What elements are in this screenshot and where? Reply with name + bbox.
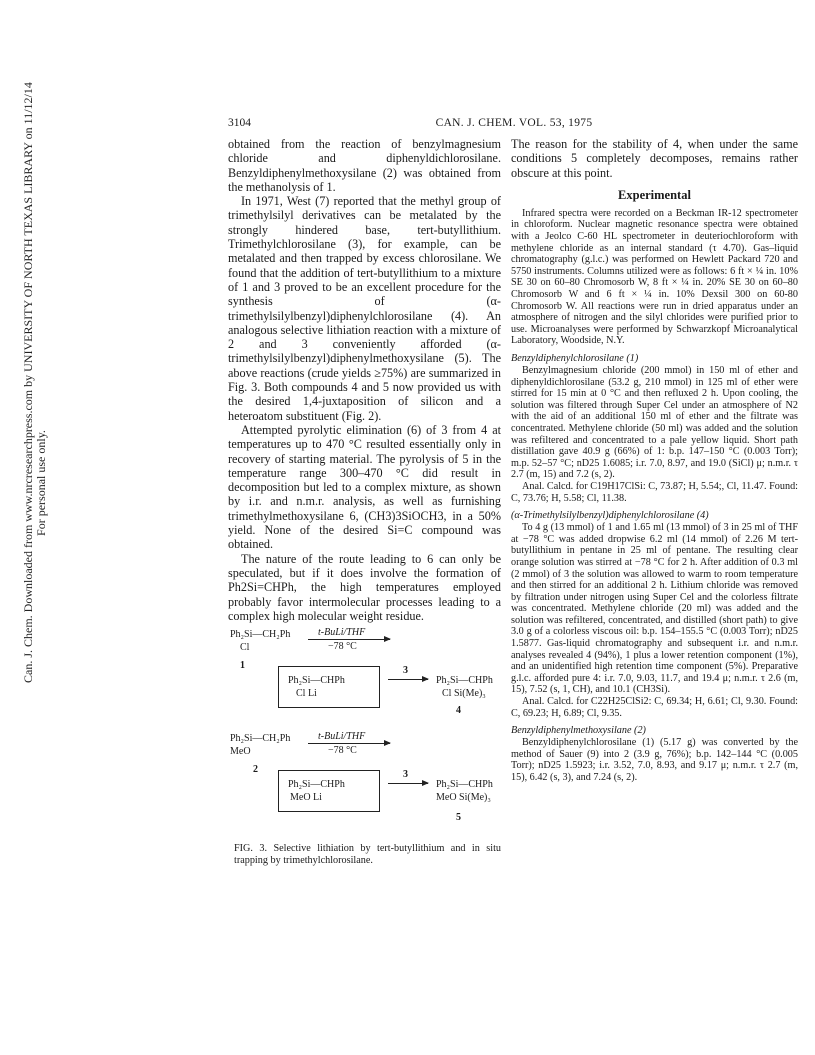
compound-number-5: 5: [456, 812, 461, 824]
procedure-text: Benzyldiphenylchlorosilane (1) (5.17 g) was converted by the method of Sauer (9) into 2 (3.9 g, 76%); b.p. 142–144 °C (0.005 Torr); nD25 1.5923; i.r. 3.52, 7.0, 8.93, and 9.17 μ; n.m.r. τ 2.7 (m, 15), 6.42 (s, 3), and 7.24 (s, 2).: [511, 737, 798, 784]
product-5-substituents: MeO Si(Me)₃: [436, 792, 491, 804]
procedure-text: Benzylmagnesium chloride (200 mmol) in 150 ml of ether and diphenyldichlorosilane (53.2 g, 210 mmol) in 125 ml of ether were stirred for 15 min at 0 °C and then refluxed 2 h. Upon cooling, the solution was filtered through Super Cel under an atmosphere of N2 with the aid of an additional 150 ml of ether and the filtrate was concentrated. Methylene chloride (50 ml) was added and the solution was refiltered and concentrated to a pale yellow liquid. Short path distillation gave 40.9 g (66%) of 1: b.p. 147–150 °C (0.003 Torr); m.p. 52–57 °C; nD25 1.6085; i.r. 7.0, 8.97, and 19.0 (SiCl) μ; n.m.r. τ 2.7 (m, 15) and 7.2 (s, 2).: [511, 365, 798, 481]
figure-caption: FIG. 3. Selective lithiation by tert-butyllithium and in situ trapping by trimethylchlorosilane.: [234, 843, 501, 867]
paragraph: In 1971, West (7) reported that the methyl group of trimethylsilyl derivatives can be metalated by the strongly hindered base, tert-butyllithium. Trimethylchlorosilane (3), for example, can be metalated and then trapped by excess chlorosilane. We found that the addition of tert-butyllithium to a mixture of 1 and 3 proved to be an excellent procedure for the synthesis of (α-trimethylsilylbenzyl)diphenylchlorosilane (4). An analogous selective lithiation reaction with a mixture of 2 and 3 conveniently afforded (α-trimethylsilylbenzyl)diphenylmethoxysilane (5). The above reactions (crude yields ≥75%) are summarized in Fig. 3. Both compounds 4 and 5 now provided us with the desired 1,4-juxtaposition of silicon and a heteroatom substituent (Fig. 2).: [228, 194, 501, 423]
watermark-line-1: Can. J. Chem. Downloaded from www.nrcresearchpress.com by UNIVERSITY OF NORTH TEXAS LIBRARY on 11/12/14: [21, 82, 35, 683]
section-heading: Experimental: [618, 187, 691, 202]
step-reagent-2: 3: [403, 769, 408, 781]
reaction-arrow: [388, 783, 428, 784]
product-5: Ph₂Si—CHPh: [436, 779, 493, 791]
temperature-1: −78 °C: [328, 641, 357, 653]
analysis-text: Anal. Calcd. for C19H17ClSi: C, 73.87; H, 5.54;, Cl, 11.47. Found: C, 73.76; H, 5.58; Cl, 11.38.: [511, 480, 798, 504]
product-4-substituents: Cl Si(Me)₃: [442, 688, 486, 700]
subsection-heading: Benzyldiphenylmethoxysilane (2): [511, 725, 646, 737]
intermediate-2: Ph₂Si—CHPh: [288, 779, 345, 791]
subsection-heading: Benzyldiphenylchlorosilane (1): [511, 353, 639, 365]
intermediate-1-substituents: Cl Li: [296, 688, 317, 700]
watermark-line-2: For personal use only.: [34, 430, 48, 536]
intermediate-bracket: [278, 770, 380, 812]
reaction-arrow: [308, 639, 390, 640]
step-reagent-1: 3: [403, 665, 408, 677]
page-number: 3104: [228, 117, 251, 129]
reactant-1-substituent: Cl: [240, 642, 250, 654]
reagent-2: t-BuLi/THF: [318, 731, 366, 743]
experimental-intro: Infrared spectra were recorded on a Beckman IR-12 spectrometer in chloroform. Nuclear magnetic resonance spectra were obtained with a Jeolco C-60 HL spectrometer in deuteriochloroform with methylene chloride as an internal standard (τ 4.70). Gas–liquid chromatography (g.l.c.) was performed on Hewlett Packard 720 and 5750 instruments. Columns utilized were as follows: 6 ft × ¼ in. 10% SE 30 on 60–80 Chromosorb W, 8 ft × ¼ in. 20% SE 30 on 60–80 Chromosorb W and 6 ft × ¼ in. 10% Dexsil 300 on 60-80 Chromosorb W. All reactions were run in dried apparatus under an atmosphere of nitrogen and the silyl chlorides were purified prior to use. Microanalyses were performed by Schwarzkopf Microanalytical Laboratory, Woodside, N.Y.: [511, 207, 798, 347]
left-column: [228, 137, 501, 889]
compound-number-1: 1: [240, 660, 245, 672]
reaction-arrow: [388, 679, 428, 680]
intermediate-2-substituents: MeO Li: [290, 792, 322, 804]
analysis-text: Anal. Calcd. for C22H25ClSi2: C, 69.34; H, 6.61; Cl, 9.30. Found: C, 69.23; H, 6.89; Cl, 9.35.: [511, 696, 798, 719]
paragraph: The reason for the stability of 4, when under the same conditions 5 completely decomposes, remains rather obscure at this point.: [511, 137, 798, 180]
reaction-scheme: [228, 629, 501, 889]
compound-number-4: 4: [456, 705, 461, 717]
paragraph: The nature of the route leading to 6 can only be speculated, but if it does involve the formation of Ph2Si=CHPh, the high temperatures employed probably favor intermolecular processes leading to a complex high molecular weight residue.: [228, 551, 501, 623]
running-head: CAN. J. CHEM. VOL. 53, 1975: [435, 117, 593, 129]
procedure-text: To 4 g (13 mmol) of 1 and 1.65 ml (13 mmol) of 3 in 25 ml of THF at −78 °C was added dropwise 6.2 ml (14 mmol) of 2.26 M tert-butyllithium in pentane in 25 ml of pentane. The resulting clear orange solution was stirred at −78 °C for 2 h. After addition of 0.3 ml (2 mmol) of 3 the solution was allowed to warm to room temperature and then stirred for an additional 2 h. Lithium chloride was removed by filtration under nitrogen using Super Cel and the colorless filtrate was concentrated. Methylene chloride (20 ml) was added and the solution was refiltered, concentrated, and distilled (short path) to give 3.0 g of a colorless viscous oil: b.p. 154–155.5 °C (0.003 Torr); nD25 1.5877. Gas-liquid chromatography and subsequent i.r. and n.m.r. analyses revealed 4 (94%), 1 plus a lower retention component (1%), and an unidentified high retention time component (5%). Preparative g.l.c. afforded pure 4: i.r. 7.0, 9.03, 11.7, and 19.4 μ; n.m.r. τ 2.6 (m, 15), 7.52 (s, 1, CH), and 10.1 (CH3Si).: [511, 522, 798, 696]
reactant-2: Ph₂Si—CH₂Ph: [230, 733, 291, 745]
paragraph: obtained from the reaction of benzylmagnesium chloride and diphenyldichlorosilane. Benzyldiphenylmethoxysilane (2) was obtained from the methanolysis of 1.: [228, 137, 501, 194]
reaction-arrow: [308, 743, 390, 744]
reagent-1: t-BuLi/THF: [318, 627, 366, 639]
reactant-1: Ph₂Si—CH₂Ph: [230, 629, 291, 641]
intermediate-bracket: [278, 666, 380, 708]
intermediate-1: Ph₂Si—CHPh: [288, 675, 345, 687]
download-watermark: [21, 82, 48, 683]
reactant-2-substituent: MeO: [230, 746, 251, 758]
compound-number-2: 2: [253, 764, 258, 776]
product-4: Ph₂Si—CHPh: [436, 675, 493, 687]
paragraph: Attempted pyrolytic elimination (6) of 3 from 4 at temperatures up to 470 °C resulted essentially only in recovery of starting material. The pyrolysis of 5 in the temperature range 300–470 °C did result in decomposition but led to a complex mixture, as shown by i.r. and n.m.r. analysis, as well as furnishing trimethylmethoxysilane 6, (CH3)3SiOCH3, in a 50% yield. None of the desired Si=C compound was obtained.: [228, 422, 501, 552]
right-column: [511, 137, 798, 784]
temperature-2: −78 °C: [328, 745, 357, 757]
subsection-heading: (α-Trimethylsilylbenzyl)diphenylchlorosilane (4): [511, 510, 709, 522]
